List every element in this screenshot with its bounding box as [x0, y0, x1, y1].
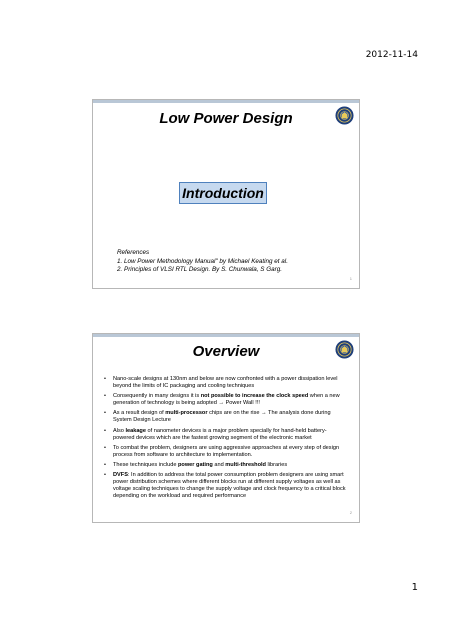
- bullet-highlight: leakage: [125, 427, 146, 434]
- bullet-list: [103, 376, 347, 503]
- slide-header-bar: [93, 100, 359, 103]
- document-date: 2012-11-14: [365, 50, 418, 60]
- slide-2: [92, 333, 360, 523]
- bullet-item: [103, 445, 347, 459]
- slide-title: Low Power Design: [159, 110, 293, 127]
- bullet-text: and: [212, 462, 226, 469]
- slide-1: [92, 99, 360, 289]
- reference-item: 1. Low Power Methodology Manual" by Michael Keating et al.: [117, 257, 288, 265]
- bullet-highlight: DVFS: [113, 472, 128, 479]
- bullet-highlight: power gating: [178, 462, 213, 469]
- bullet-highlight: not possible to increase the clock speed: [200, 393, 309, 400]
- bullet-text: libraries: [265, 462, 288, 469]
- slide-subtitle: Introduction: [179, 182, 267, 204]
- bullet-text: : In addition to address the total power consumption problem designers are using smart power distribution schemes where different blocks run at different supply voltages as well as voltage scaling techniques to change the supply voltage and clock frequency to a critical block depending on the workload and required performance: [113, 472, 346, 500]
- bullet-text: of nanometer devices is a major problem specially for hand-held battery-powered devices which are the fastest growing segment of the electronic market: [113, 427, 327, 441]
- bullet-highlight: multi-processor: [165, 410, 208, 417]
- bullet-item: [103, 410, 347, 424]
- slide-number: 2: [349, 510, 352, 515]
- bullet-text: when a new generation of technology is being adopted → Power Wall !!!: [113, 393, 340, 407]
- bullet-item: [103, 462, 347, 469]
- bullet-text: Nano-scale designs at 130nm and below are now confronted with a power dissipation level beyond the limits of IC packaging and cooling techniques: [113, 376, 338, 389]
- bullet-item: [103, 376, 347, 390]
- references-block: [117, 249, 288, 275]
- page-number: 1: [411, 582, 418, 593]
- bullet-text: As a result design of: [113, 410, 166, 417]
- references-heading: References: [117, 249, 150, 256]
- slide-title: Overview: [192, 343, 260, 360]
- bullet-item: [103, 472, 347, 500]
- bullet-text: These techniques include: [113, 462, 178, 469]
- slide-number: 1: [349, 276, 352, 281]
- bullet-highlight: multi-threshold: [225, 462, 266, 469]
- bullet-text: chips are on the rise → The analysis done during System Design Lecture: [113, 410, 331, 424]
- bullet-item: [103, 428, 347, 442]
- bullet-text: Also: [113, 427, 126, 434]
- bullet-text: Consequently in many designs it is: [113, 393, 201, 400]
- reference-item: 2. Principles of VLSI RTL Design. By S. Chunwala, S Garg.: [117, 266, 282, 274]
- bullet-item: [103, 393, 347, 407]
- bullet-text: To combat the problem, designers are using aggressive approaches at every step of design process from software to architecture to implementation.: [113, 444, 340, 458]
- slide-header-bar: [93, 334, 359, 337]
